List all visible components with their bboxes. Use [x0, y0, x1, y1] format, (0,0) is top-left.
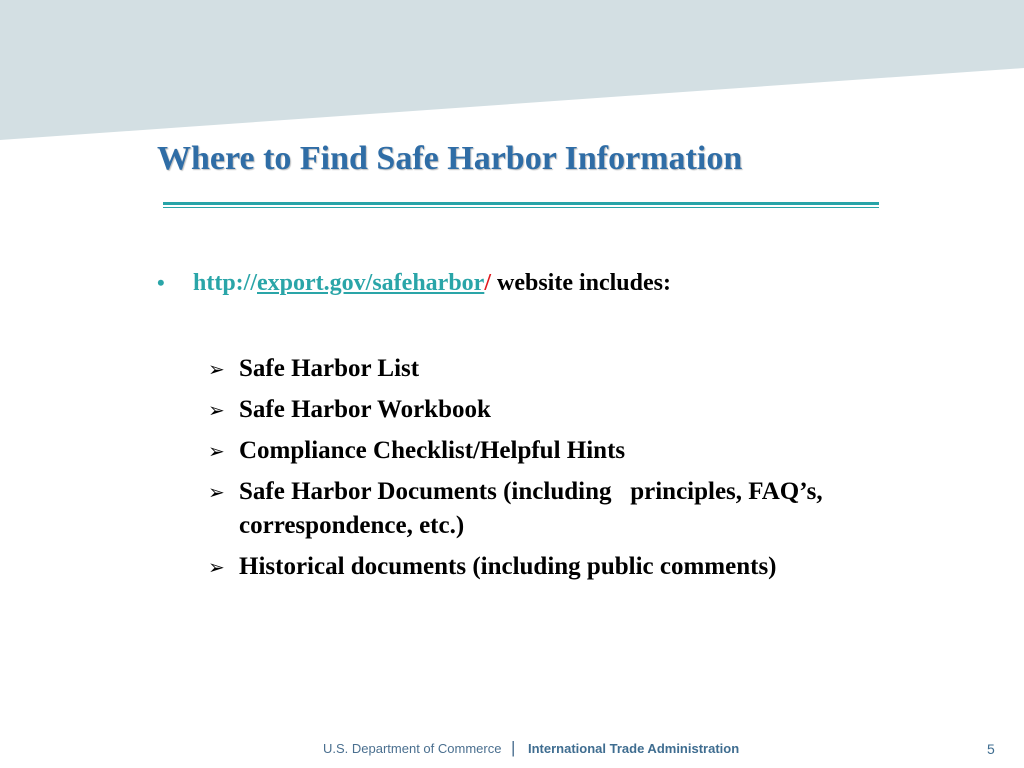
- main-bullet: [157, 270, 671, 297]
- page-number: 5: [987, 741, 995, 757]
- list-item-text: Compliance Checklist/Helpful Hints: [239, 437, 626, 464]
- footer-agency: International Trade Administration: [528, 741, 740, 756]
- url-slash: /: [484, 270, 491, 296]
- arrow-bullet-icon: ➢: [208, 439, 225, 463]
- bullet-dot-icon: •: [157, 270, 165, 295]
- safeharbor-link[interactable]: export.gov/safeharbor: [257, 270, 485, 296]
- arrow-bullet-icon: ➢: [208, 357, 225, 381]
- url-prefix: http://: [193, 270, 258, 296]
- arrow-bullet-icon: ➢: [208, 480, 225, 504]
- main-bullet-suffix: website includes:: [490, 270, 671, 296]
- footer-separator: |: [511, 738, 516, 757]
- list-item-text: Safe Harbor Documents (including principles, FAQ’s, correspondence, etc.): [239, 478, 823, 539]
- arrow-bullet-icon: ➢: [208, 398, 225, 422]
- slide-title: Where to Find Safe Harbor Information: [157, 140, 743, 177]
- list-item: [208, 475, 948, 543]
- list-item-text: Historical documents (including public comments): [239, 553, 777, 580]
- list-item: [208, 393, 948, 427]
- title-underline: [163, 202, 879, 209]
- slide-footer: [0, 738, 1024, 762]
- list-item: [208, 352, 948, 386]
- footer-department: U.S. Department of Commerce: [323, 741, 502, 756]
- list-item: [208, 550, 948, 584]
- list-item-text: Safe Harbor List: [239, 355, 420, 382]
- list-item-text: Safe Harbor Workbook: [239, 396, 491, 423]
- header-background-shape: [0, 0, 1024, 150]
- list-item: [208, 434, 948, 468]
- website-contents-list: [208, 352, 948, 591]
- arrow-bullet-icon: ➢: [208, 555, 225, 579]
